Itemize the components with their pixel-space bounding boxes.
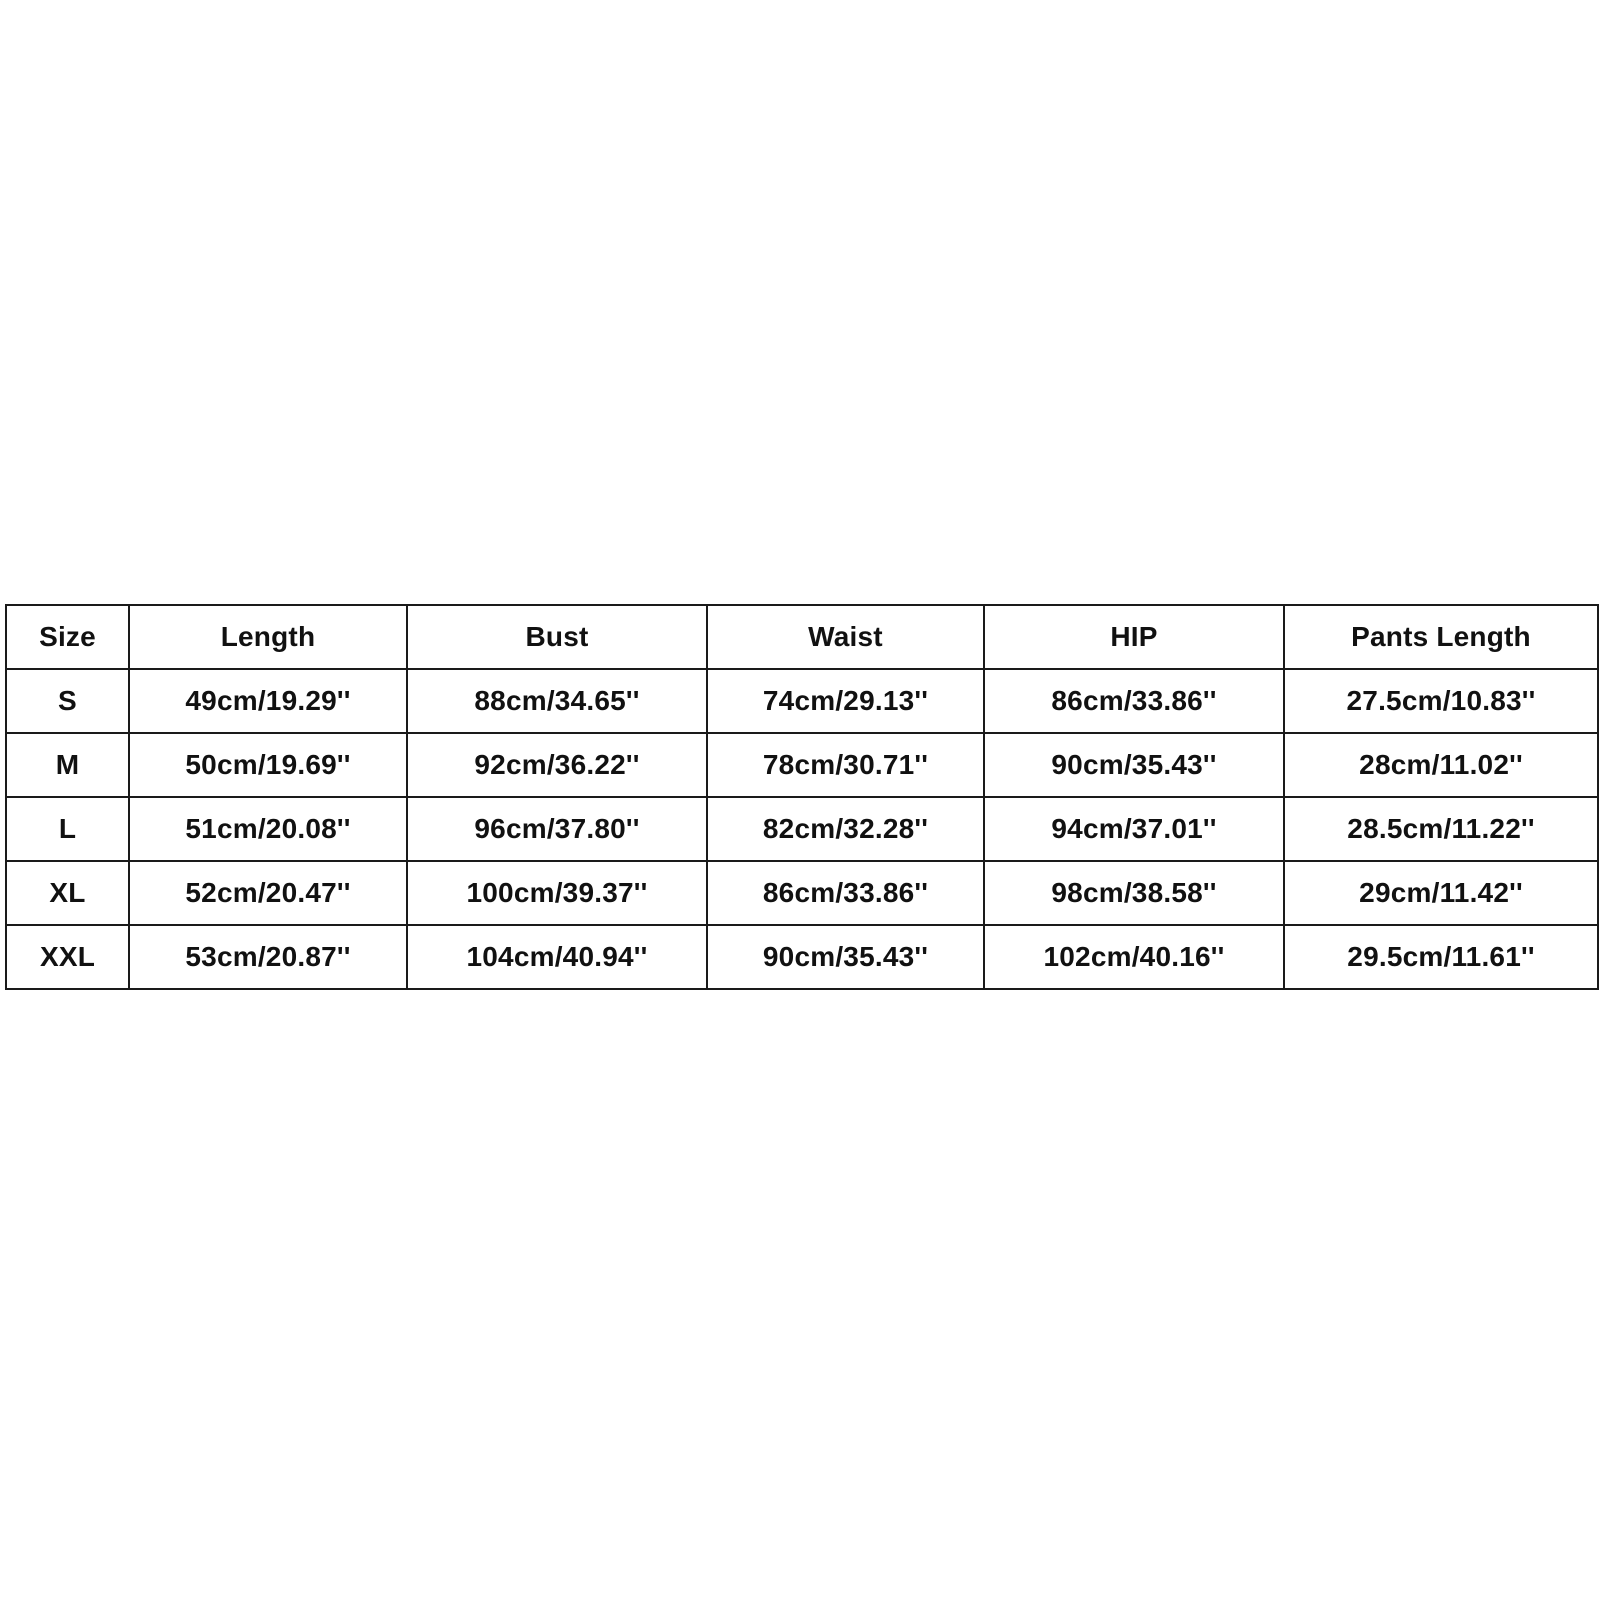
bust-cell: 88cm/34.65'' (407, 669, 707, 733)
waist-cell: 86cm/33.86'' (707, 861, 984, 925)
table-row (6, 861, 1598, 925)
size-cell: XL (6, 861, 129, 925)
table-row (6, 733, 1598, 797)
hip-cell: 94cm/37.01'' (984, 797, 1284, 861)
table-row (6, 925, 1598, 989)
length-cell: 51cm/20.08'' (129, 797, 407, 861)
bust-cell: 92cm/36.22'' (407, 733, 707, 797)
length-cell: 53cm/20.87'' (129, 925, 407, 989)
bust-cell: 96cm/37.80'' (407, 797, 707, 861)
bust-cell: 104cm/40.94'' (407, 925, 707, 989)
pants-length-cell: 28cm/11.02'' (1284, 733, 1598, 797)
size-cell: XXL (6, 925, 129, 989)
header-pants-length: Pants Length (1284, 605, 1598, 669)
table-row (6, 797, 1598, 861)
header-size: Size (6, 605, 129, 669)
size-cell: M (6, 733, 129, 797)
waist-cell: 74cm/29.13'' (707, 669, 984, 733)
length-cell: 49cm/19.29'' (129, 669, 407, 733)
header-length: Length (129, 605, 407, 669)
length-cell: 50cm/19.69'' (129, 733, 407, 797)
size-chart-table (5, 604, 1599, 990)
hip-cell: 90cm/35.43'' (984, 733, 1284, 797)
hip-cell: 86cm/33.86'' (984, 669, 1284, 733)
bust-cell: 100cm/39.37'' (407, 861, 707, 925)
hip-cell: 102cm/40.16'' (984, 925, 1284, 989)
pants-length-cell: 28.5cm/11.22'' (1284, 797, 1598, 861)
table-row (6, 669, 1598, 733)
pants-length-cell: 29.5cm/11.61'' (1284, 925, 1598, 989)
size-cell: S (6, 669, 129, 733)
pants-length-cell: 29cm/11.42'' (1284, 861, 1598, 925)
header-bust: Bust (407, 605, 707, 669)
waist-cell: 82cm/32.28'' (707, 797, 984, 861)
waist-cell: 90cm/35.43'' (707, 925, 984, 989)
size-cell: L (6, 797, 129, 861)
length-cell: 52cm/20.47'' (129, 861, 407, 925)
waist-cell: 78cm/30.71'' (707, 733, 984, 797)
hip-cell: 98cm/38.58'' (984, 861, 1284, 925)
header-hip: HIP (984, 605, 1284, 669)
header-waist: Waist (707, 605, 984, 669)
header-row (6, 605, 1598, 669)
pants-length-cell: 27.5cm/10.83'' (1284, 669, 1598, 733)
